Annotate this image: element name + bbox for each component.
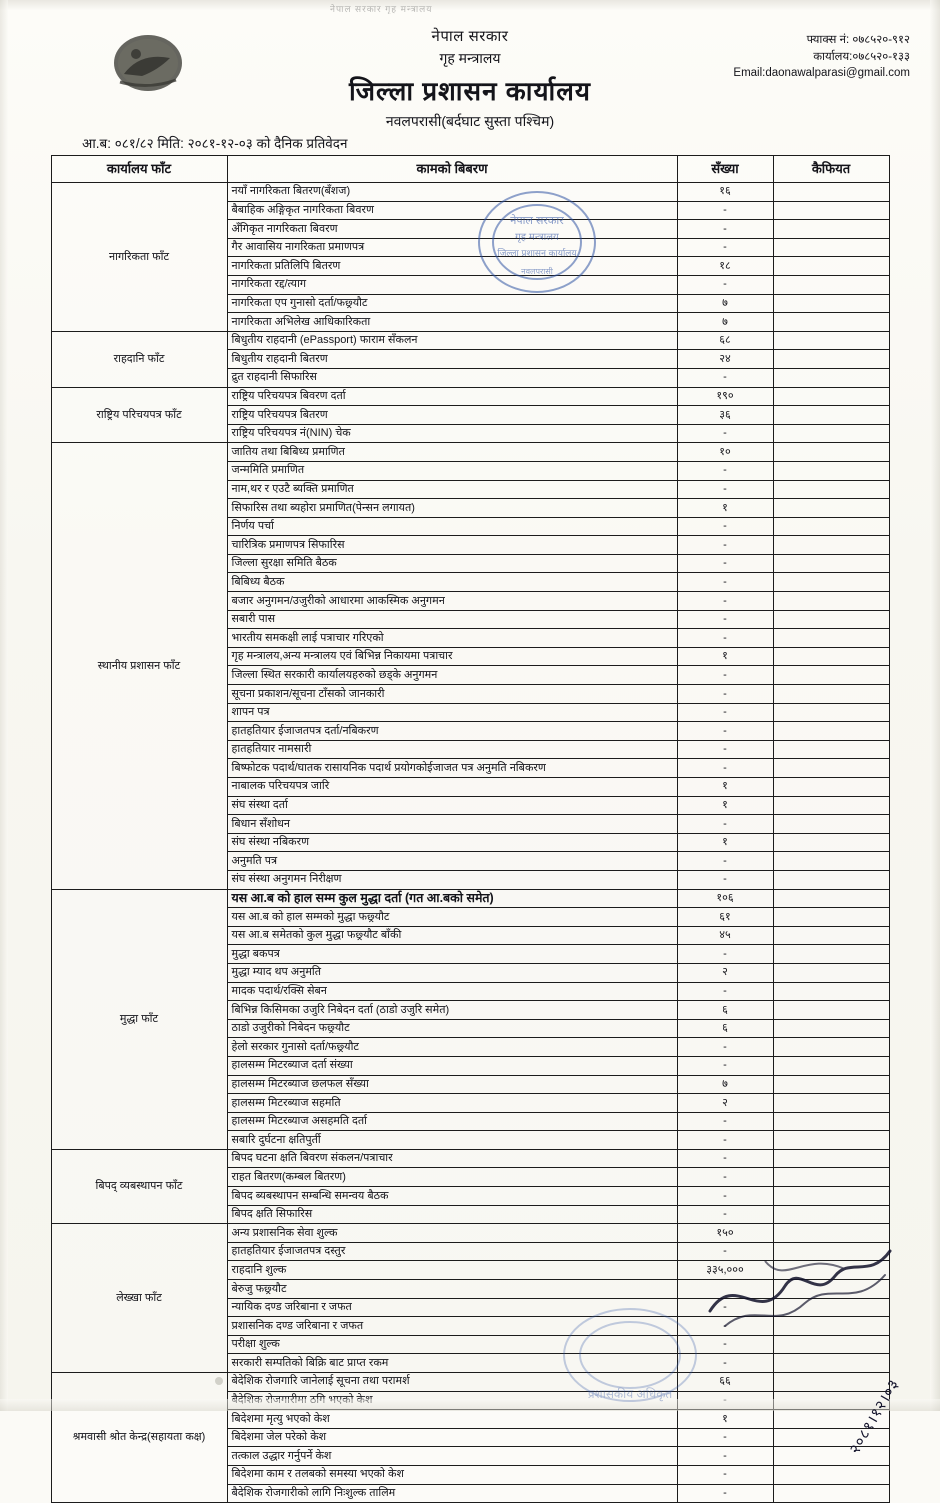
work-description-cell: न्यायिक दण्ड जरिबाना र जफत	[227, 1298, 677, 1317]
count-cell: -	[677, 1317, 773, 1336]
remark-cell	[773, 238, 889, 257]
count-cell: १६	[677, 183, 773, 202]
section-name-cell: राष्ट्रिय परिचयपत्र फाँट	[51, 387, 227, 443]
work-description-cell: नागरिकता प्रतिलिपि बितरण	[227, 257, 677, 276]
work-description-cell: द्रुत राहदानी सिफारिस	[227, 368, 677, 387]
work-description-cell: बिदेशमा काम र तलबको समस्या भएको केश	[227, 1465, 677, 1484]
signature-date: २०८१।१२।०३	[846, 1376, 904, 1458]
work-description-cell: नागरिकता रद्द/त्याग	[227, 275, 677, 294]
count-cell: -	[677, 1149, 773, 1168]
remark-cell	[773, 331, 889, 350]
count-cell: -	[677, 1205, 773, 1224]
remark-cell	[773, 1149, 889, 1168]
contact-block	[733, 32, 910, 82]
district-name: नवलपरासी(बर्दघाट सुस्ता पश्चिम)	[385, 113, 555, 129]
work-description-cell: भारतीय समकक्षी लाई पत्राचार गरिएको	[227, 629, 677, 648]
count-cell: -	[677, 461, 773, 480]
count-cell: -	[677, 275, 773, 294]
work-description-cell: बिपद ब्यबस्थापन सम्बन्धि समन्वय बैठक	[227, 1187, 677, 1206]
remark-cell	[773, 685, 889, 704]
work-description-cell: जातिय तथा बिबिध्य प्रमाणित	[227, 443, 677, 462]
remark-cell	[773, 1354, 889, 1373]
count-cell: -	[677, 201, 773, 220]
count-cell: १	[677, 1410, 773, 1429]
section-name-cell: श्रमवासी श्रोत केन्द्र(सहायता कक्ष)	[51, 1373, 227, 1503]
count-cell: -	[677, 1242, 773, 1261]
count-cell: २	[677, 1094, 773, 1113]
count-cell: ४५	[677, 926, 773, 945]
work-description-cell: सूचना प्रकाशन/सूचना टाँसको जानकारी	[227, 685, 677, 704]
remark-cell	[773, 1038, 889, 1057]
top-handwriting: नेपाल सरकार गृह मन्त्रालय	[330, 4, 433, 14]
count-cell: २	[677, 963, 773, 982]
table-row	[51, 443, 889, 462]
count-cell: -	[677, 368, 773, 387]
work-description-cell: गृह मन्त्रालय,अन्य मन्त्रालय एवं बिभिन्न निकायमा पत्राचार	[227, 647, 677, 666]
remark-cell	[773, 982, 889, 1001]
count-cell: -	[677, 1447, 773, 1466]
table-head	[51, 156, 889, 183]
work-description-cell: राष्ट्रिय परिचयपत्र बितरण	[227, 406, 677, 425]
count-cell: -	[677, 610, 773, 629]
remark-cell	[773, 1168, 889, 1187]
count-cell: -	[677, 1131, 773, 1150]
remark-cell	[773, 387, 889, 406]
svg-text:नेपाल सरकार: नेपाल सरकार	[510, 215, 564, 227]
scan-dot	[215, 1377, 223, 1385]
work-description-cell: बिधुतीय राहदानी (ePassport) फाराम सँकलन	[227, 331, 677, 350]
remark-cell	[773, 815, 889, 834]
count-cell: १९०	[677, 387, 773, 406]
work-description-cell: राहदानि शुल्क	[227, 1261, 677, 1280]
count-cell: -	[677, 592, 773, 611]
count-cell: -	[677, 1484, 773, 1503]
count-cell: १	[677, 499, 773, 518]
work-description-cell: नागरिकता एप गुनासो दर्ता/फछ्र्यौट	[227, 294, 677, 313]
count-cell: ६१	[677, 908, 773, 927]
fiscal-year-date-line: आ.ब: ०८१/८२ मिति: २०८१-१२-०३ को दैनिक प्रतिवेदन	[82, 136, 348, 151]
count-cell: -	[677, 424, 773, 443]
work-description-cell: हालसम्म मिटरब्याज छलफल सँख्या	[227, 1075, 677, 1094]
count-cell: -	[677, 1112, 773, 1131]
count-cell: १	[677, 833, 773, 852]
count-cell: -	[677, 870, 773, 889]
work-description-cell: राष्ट्रिय परिचयपत्र नं(NIN) चेक	[227, 424, 677, 443]
document-header	[22, 10, 918, 128]
work-description-cell: बेदेशिक रोजगारि जानेलाई सूचना तथा परामर्श	[227, 1373, 677, 1392]
work-description-cell: नाबालक परिचयपत्र जारि	[227, 778, 677, 797]
remark-cell	[773, 424, 889, 443]
work-description-cell: अनुमति पत्र	[227, 852, 677, 871]
section-name-cell: लेख्खा फाँट	[51, 1224, 227, 1373]
work-description-cell: नयाँ नागरिकता बितरण(बँशज)	[227, 183, 677, 202]
count-cell: १५०	[677, 1224, 773, 1243]
table-row	[51, 889, 889, 908]
remark-cell	[773, 368, 889, 387]
email-address: Email:daonawalparasi@gmail.com	[733, 67, 910, 80]
count-cell: -	[677, 982, 773, 1001]
work-description-cell: प्रशासनिक दण्ड जरिबाना र जफत	[227, 1317, 677, 1336]
work-description-cell: राहत बितरण(कम्बल बितरण)	[227, 1168, 677, 1187]
count-cell: १०६	[677, 889, 773, 908]
count-cell: -	[677, 1428, 773, 1447]
remark-cell	[773, 889, 889, 908]
work-description-cell: हातहतियार ईजाजतपत्र दस्तुर	[227, 1242, 677, 1261]
phone-number: कार्यालय:०७८५२०-१३३	[813, 50, 910, 63]
column-header-remarks: कैफियत	[773, 156, 889, 183]
count-cell: -	[677, 740, 773, 759]
ministry-name: गृह मन्त्रालय	[439, 50, 501, 66]
remark-cell	[773, 740, 889, 759]
work-description-cell: यस आ.ब को हाल सम्म कुल मुद्धा दर्ता (गत आ.बको समेत)	[227, 889, 677, 908]
remark-cell	[773, 275, 889, 294]
work-description-cell: मुद्धा बकपत्र	[227, 945, 677, 964]
count-cell: -	[677, 536, 773, 555]
svg-text:प्रशासकीय अधिकृत: प्रशासकीय अधिकृत	[587, 1387, 673, 1401]
count-cell: -	[677, 238, 773, 257]
work-description-cell: अन्य प्रशासनिक सेवा शुल्क	[227, 1224, 677, 1243]
work-description-cell: सबारी पास	[227, 610, 677, 629]
remark-cell	[773, 610, 889, 629]
count-cell: -	[677, 685, 773, 704]
count-cell: -	[677, 1038, 773, 1057]
remark-cell	[773, 1112, 889, 1131]
section-name-cell: बिपद् व्यबस्थापन फाँट	[51, 1149, 227, 1223]
remark-cell	[773, 1019, 889, 1038]
work-description-cell: बैदेशिक रोजगारीको लागि निःशुल्क तालिम	[227, 1484, 677, 1503]
count-cell: -	[677, 220, 773, 239]
remark-cell	[773, 778, 889, 797]
work-description-cell: हातहतियार नामसारी	[227, 740, 677, 759]
count-cell: -	[677, 703, 773, 722]
count-cell: -	[677, 1465, 773, 1484]
remark-cell	[773, 554, 889, 573]
remark-cell	[773, 480, 889, 499]
count-cell: -	[677, 554, 773, 573]
count-cell: -	[677, 1354, 773, 1373]
svg-text:जिल्ला प्रशासन कार्यालय: जिल्ला प्रशासन कार्यालय	[497, 248, 577, 258]
work-description-cell: हातहतियार ईजाजतपत्र दर्ता/नबिकरण	[227, 722, 677, 741]
table-row	[51, 1149, 889, 1168]
count-cell: १	[677, 796, 773, 815]
section-name-cell: स्थानीय प्रशासन फाँट	[51, 443, 227, 889]
work-description-cell: चारित्रिक प्रमाणपत्र सिफारिस	[227, 536, 677, 555]
remark-cell	[773, 1187, 889, 1206]
count-cell: -	[677, 517, 773, 536]
remark-cell	[773, 257, 889, 276]
remark-cell	[773, 1373, 889, 1392]
count-cell: -	[677, 1056, 773, 1075]
fax-number: फ्याक्स नं: ०७८५२०-९१२	[806, 34, 910, 46]
work-description-cell: अँगिकृत नागरिकता बिवरण	[227, 220, 677, 239]
count-cell: १८	[677, 257, 773, 276]
section-name-cell: मुद्धा फाँट	[51, 889, 227, 1149]
work-description-cell: हेलो सरकार गुनासो दर्ता/फछ्र्यौट	[227, 1038, 677, 1057]
count-cell: १	[677, 778, 773, 797]
scan-edge-right	[930, 0, 940, 1411]
count-cell: -	[677, 480, 773, 499]
work-description-cell: यस आ.ब को हाल सम्मको मुद्धा फछ्र्यौट	[227, 908, 677, 927]
work-description-cell: नाम,थर र एउटै ब्यक्ति प्रमाणित	[227, 480, 677, 499]
section-name-cell: राहदानि फाँट	[51, 331, 227, 387]
remark-cell	[773, 573, 889, 592]
work-description-cell: मादक पदार्थ/रक्सि सेबन	[227, 982, 677, 1001]
work-description-cell: बिष्फोटक पदार्थ/घातक रासायनिक पदार्थ प्रयोगकोईजाजत पत्र अनुमति नबिकरण	[227, 759, 677, 778]
table-row	[51, 183, 889, 202]
work-description-cell: जन्ममिति प्रमाणित	[227, 461, 677, 480]
count-cell: -	[677, 722, 773, 741]
work-description-cell: संघ संस्था अनुगमन निरीक्षण	[227, 870, 677, 889]
work-description-cell: बिदेशमा मृत्यु भएको केश	[227, 1410, 677, 1429]
count-cell: ६	[677, 1019, 773, 1038]
remark-cell	[773, 461, 889, 480]
work-description-cell: सरकारी सम्पतिको बिक्रि बाट प्राप्त रकम	[227, 1354, 677, 1373]
remark-cell	[773, 220, 889, 239]
work-description-cell: हालसम्म मिटरब्याज दर्ता संख्या	[227, 1056, 677, 1075]
remark-cell	[773, 313, 889, 332]
remark-cell	[773, 647, 889, 666]
remark-cell	[773, 499, 889, 518]
svg-text:नवलपरासी: नवलपरासी	[521, 267, 553, 276]
work-description-cell: यस आ.ब समेतको कुल मुद्धा फछ्र्यौट बाँकी	[227, 926, 677, 945]
work-description-cell: जिल्ला स्थित सरकारी कार्यालयहरुको छड्के अनुगमन	[227, 666, 677, 685]
work-description-cell: हालसम्म मिटरब्याज सहमति	[227, 1094, 677, 1113]
work-description-cell: बजार अनुगमन/उजुरीको आधारमा आकस्मिक अनुगमन	[227, 592, 677, 611]
column-header-description: कामको बिबरण	[227, 156, 677, 183]
work-description-cell: बिधुतीय राहदानी बितरण	[227, 350, 677, 369]
remark-cell	[773, 1075, 889, 1094]
count-cell: १	[677, 647, 773, 666]
remark-cell	[773, 945, 889, 964]
remark-cell	[773, 201, 889, 220]
remark-cell	[773, 443, 889, 462]
remark-cell	[773, 350, 889, 369]
table-row	[51, 331, 889, 350]
table-row	[51, 1373, 889, 1392]
work-description-cell: संघ संस्था नबिकरण	[227, 833, 677, 852]
remark-cell	[773, 1447, 889, 1466]
remark-cell	[773, 833, 889, 852]
table-row	[51, 387, 889, 406]
remark-cell	[773, 1001, 889, 1020]
work-description-cell: नागरिकता अभिलेख आधिकारिकता	[227, 313, 677, 332]
remark-cell	[773, 759, 889, 778]
count-cell: -	[677, 1187, 773, 1206]
work-description-cell: मुद्धा म्याद थप अनुमति	[227, 963, 677, 982]
count-cell: -	[677, 1298, 773, 1317]
work-description-cell: बैबाहिक अङ्गिकृत नागरिकता बिवरण	[227, 201, 677, 220]
count-cell: ७	[677, 1075, 773, 1094]
count-cell: -	[677, 815, 773, 834]
count-cell: ६६	[677, 1373, 773, 1392]
remark-cell	[773, 1465, 889, 1484]
count-cell: -	[677, 629, 773, 648]
remark-cell	[773, 517, 889, 536]
remark-cell	[773, 963, 889, 982]
remark-cell	[773, 722, 889, 741]
work-description-cell: बिभिन्न किसिमका उजुरि निबेदन दर्ता (ठाडो उजुरि समेत)	[227, 1001, 677, 1020]
work-description-cell: परीक्षा शुल्क	[227, 1335, 677, 1354]
remark-cell	[773, 183, 889, 202]
remark-cell	[773, 294, 889, 313]
count-cell: ७	[677, 294, 773, 313]
count-cell: २४	[677, 350, 773, 369]
remark-cell	[773, 926, 889, 945]
svg-text:गृह मन्त्रालय: गृह मन्त्रालय	[515, 232, 559, 243]
count-cell: १०	[677, 443, 773, 462]
office-name: जिल्ला प्रशासन कार्यालय	[349, 76, 591, 106]
work-description-cell: बिपद क्षति सिफारिस	[227, 1205, 677, 1224]
count-cell: -	[677, 666, 773, 685]
remark-cell	[773, 1205, 889, 1224]
work-description-cell: संघ संस्था दर्ता	[227, 796, 677, 815]
count-cell: -	[677, 1335, 773, 1354]
count-cell: ६	[677, 1001, 773, 1020]
work-description-cell: बिधान सँशोधन	[227, 815, 677, 834]
remark-cell	[773, 1056, 889, 1075]
remark-cell	[773, 1094, 889, 1113]
remark-cell	[773, 908, 889, 927]
scan-edge-bottom	[0, 1399, 940, 1411]
work-description-cell: सबारि दुर्घटना क्षतिपुर्ती	[227, 1131, 677, 1150]
remark-cell	[773, 796, 889, 815]
remark-cell	[773, 406, 889, 425]
work-description-cell: गैर आवासिय नागरिकता प्रमाणपत्र	[227, 238, 677, 257]
count-cell: ३६	[677, 406, 773, 425]
remark-cell	[773, 666, 889, 685]
work-description-cell: जिल्ला सुरक्षा समिति बैठक	[227, 554, 677, 573]
work-description-cell: सिफारिस तथा ब्यहोरा प्रमाणित(पेन्सन लगायत)	[227, 499, 677, 518]
work-description-cell: हालसम्म मिटरब्याज असहमति दर्ता	[227, 1112, 677, 1131]
remark-cell	[773, 870, 889, 889]
work-description-cell: निर्णय पर्चा	[227, 517, 677, 536]
work-description-cell: राष्ट्रिय परिचयपत्र बिवरण दर्ता	[227, 387, 677, 406]
work-description-cell: बिबिध्य बैठक	[227, 573, 677, 592]
scan-edge-left	[0, 0, 8, 1411]
count-cell: -	[677, 1168, 773, 1187]
work-description-cell: तत्काल उद्धार गर्नुपर्ने केश	[227, 1447, 677, 1466]
column-header-section: कार्यालय फाँट	[51, 156, 227, 183]
nepal-emblem-icon	[112, 32, 184, 94]
count-cell: -	[677, 573, 773, 592]
remark-cell	[773, 852, 889, 871]
signature-mark	[705, 1231, 895, 1351]
remark-cell	[773, 1131, 889, 1150]
work-description-cell: बेरुजु फछ्र्यौट	[227, 1280, 677, 1299]
table-header-row	[51, 156, 889, 183]
work-description-cell: शापन पत्र	[227, 703, 677, 722]
remark-cell	[773, 629, 889, 648]
count-cell: ६८	[677, 331, 773, 350]
count-cell: -	[677, 945, 773, 964]
remark-cell	[773, 1484, 889, 1503]
remark-cell	[773, 536, 889, 555]
work-description-cell: बिदेशमा जेल परेको केश	[227, 1428, 677, 1447]
work-description-cell: बिपद घटना क्षति बिवरण संकलन/पत्राचार	[227, 1149, 677, 1168]
count-cell: -	[677, 852, 773, 871]
count-cell: ७	[677, 313, 773, 332]
count-cell: ३३५,०००	[677, 1261, 773, 1280]
column-header-count: सँख्या	[677, 156, 773, 183]
remark-cell	[773, 703, 889, 722]
work-description-cell: ठाडो उजुरीको निबेदन फछ्र्यौट	[227, 1019, 677, 1038]
section-name-cell: नागरिकता फाँट	[51, 183, 227, 332]
count-cell: -	[677, 759, 773, 778]
government-name: नेपाल सरकार	[431, 28, 509, 45]
remark-cell	[773, 592, 889, 611]
